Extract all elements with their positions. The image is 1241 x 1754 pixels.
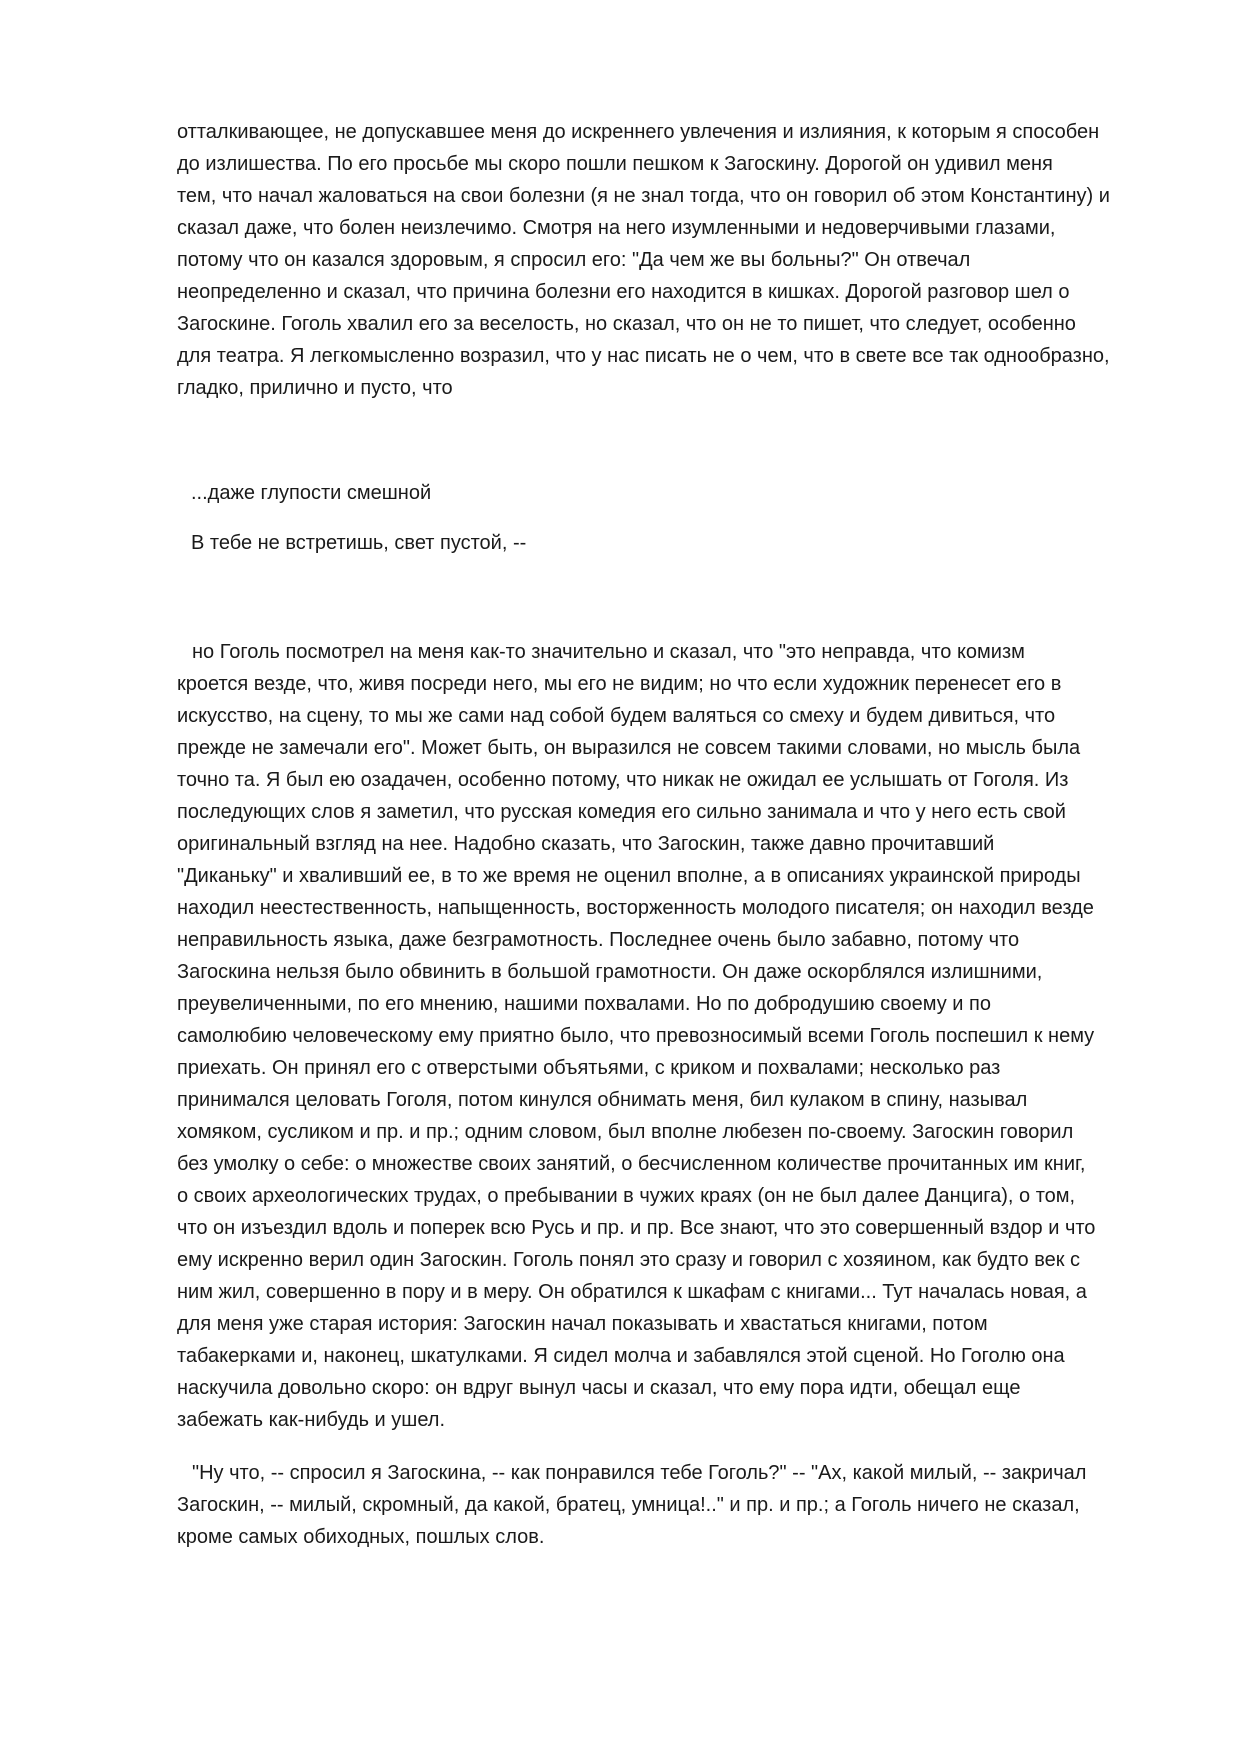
text-line: гладко, прилично и пусто, что xyxy=(177,377,453,399)
text-line: Загоскине. Гоголь хвалил его за веселость, но сказал, что он не то пишет, что следует, особенно xyxy=(177,313,1076,335)
text-line: отталкивающее, не допускавшее меня до искреннего увлечения и излияния, к которым я способен xyxy=(177,121,1100,143)
text-line: принимался целовать Гоголя, потом кинулся обнимать меня, бил кулаком в спину, называл xyxy=(177,1089,1028,1111)
verse-line: В тебе не встретишь, свет пустой, -- xyxy=(191,532,527,554)
verse-quote xyxy=(177,477,1177,577)
text-line: кроме самых обиходных, пошлых слов. xyxy=(177,1526,545,1548)
text-line: Загоскин, -- милый, скромный, да какой, братец, умница!.." и пр. и пр.; а Гоголь ничего не сказал, xyxy=(177,1494,1080,1516)
paragraph-2 xyxy=(177,636,1177,1436)
text-line: хомяком, сусликом и пр. и пр.; одним словом, был вполне любезен по-своему. Загоскин говорил xyxy=(177,1121,1074,1143)
text-line: приехать. Он принял его с отверстыми объятьями, с криком и похвалами; несколько раз xyxy=(177,1057,1001,1079)
text-line: до излишества. По его просьбе мы скоро пошли пешком к Загоскину. Дорогой он удивил меня xyxy=(177,153,1053,175)
text-line: самолюбию человеческому ему приятно было, что превозносимый всеми Гоголь поспешил к нему xyxy=(177,1025,1095,1047)
text-line: Загоскина нельзя было обвинить в большой грамотности. Он даже оскорблялся излишними, xyxy=(177,961,1043,983)
text-line: находил неестественность, напыщенность, восторженность молодого писателя; он находил везде xyxy=(177,897,1094,919)
verse-line: ...даже глупости смешной xyxy=(191,482,432,504)
text-line: наскучила довольно скоро: он вдруг вынул часы и сказал, что ему пора идти, обещал еще xyxy=(177,1377,1021,1399)
text-line: сказал даже, что болен неизлечимо. Смотря на него изумленными и недоверчивыми глазами, xyxy=(177,217,1056,239)
paragraph-3 xyxy=(177,1457,1177,1553)
text-line: "Ну что, -- спросил я Загоскина, -- как понравился тебе Гоголь?" -- "Ах, какой милый, -- закричал xyxy=(192,1462,1087,1484)
text-line: о своих археологических трудах, о пребывании в чужих краях (он не был далее Данцига), о том, xyxy=(177,1185,1076,1207)
text-line: последующих слов я заметил, что русская комедия его сильно занимала и что у него есть свой xyxy=(177,801,1066,823)
text-line: кроется везде, что, живя посреди него, мы его не видим; но что если художник перенесет его в xyxy=(177,673,1062,695)
text-line: тем, что начал жаловаться на свои болезни (я не знал тогда, что он говорил об этом Константину) и xyxy=(177,185,1110,207)
text-line: неопределенно и сказал, что причина болезни его находится в кишках. Дорогой разговор шел о xyxy=(177,281,1070,303)
text-line: потому что он казался здоровым, я спросил его: "Да чем же вы больны?" Он отвечал xyxy=(177,249,971,271)
text-line: без умолку о себе: о множестве своих занятий, о бесчисленном количестве прочитанных им книг, xyxy=(177,1153,1086,1175)
text-line: табакерками и, наконец, шкатулками. Я сидел молча и забавлялся этой сценой. Но Гоголю она xyxy=(177,1345,1065,1367)
text-line: ним жил, совершенно в пору и в меру. Он обратился к шкафам с книгами... Тут началась новая, а xyxy=(177,1281,1087,1303)
text-line: искусство, на сцену, то мы же сами над собой будем валяться со смеху и будем дивиться, что xyxy=(177,705,1056,727)
text-line: что он изъездил вдоль и поперек всю Русь и пр. и пр. Все знают, что это совершенный вздор и что xyxy=(177,1217,1096,1239)
text-line: ему искренно верил один Загоскин. Гоголь понял это сразу и говорил с хозяином, как будто век с xyxy=(177,1249,1081,1271)
text-line: преувеличенными, по его мнению, нашими похвалами. Но по добродушию своему и по xyxy=(177,993,991,1015)
text-line: точно та. Я был ею озадачен, особенно потому, что никак не ожидал ее услышать от Гоголя. Из xyxy=(177,769,1069,791)
text-line: но Гоголь посмотрел на меня как-то значительно и сказал, что "это неправда, что комизм xyxy=(192,641,1025,663)
paragraph-1 xyxy=(177,116,1177,404)
text-line: "Диканьку" и хваливший ее, в то же время не оценил вполне, а в описаниях украинской природы xyxy=(177,865,1081,887)
text-line: прежде не замечали его". Может быть, он выразился не совсем такими словами, но мысль была xyxy=(177,737,1081,759)
text-line: для меня уже старая история: Загоскин начал показывать и хвастаться книгами, потом xyxy=(177,1313,988,1335)
text-line: забежать как-нибудь и ушел. xyxy=(177,1409,446,1431)
text-line: оригинальный взгляд на нее. Надобно сказать, что Загоскин, также давно прочитавший xyxy=(177,833,995,855)
text-line: неправильность языка, даже безграмотность. Последнее очень было забавно, потому что xyxy=(177,929,1020,951)
text-line: для театра. Я легкомысленно возразил, что у нас писать не о чем, что в свете все так однообразно, xyxy=(177,345,1110,367)
